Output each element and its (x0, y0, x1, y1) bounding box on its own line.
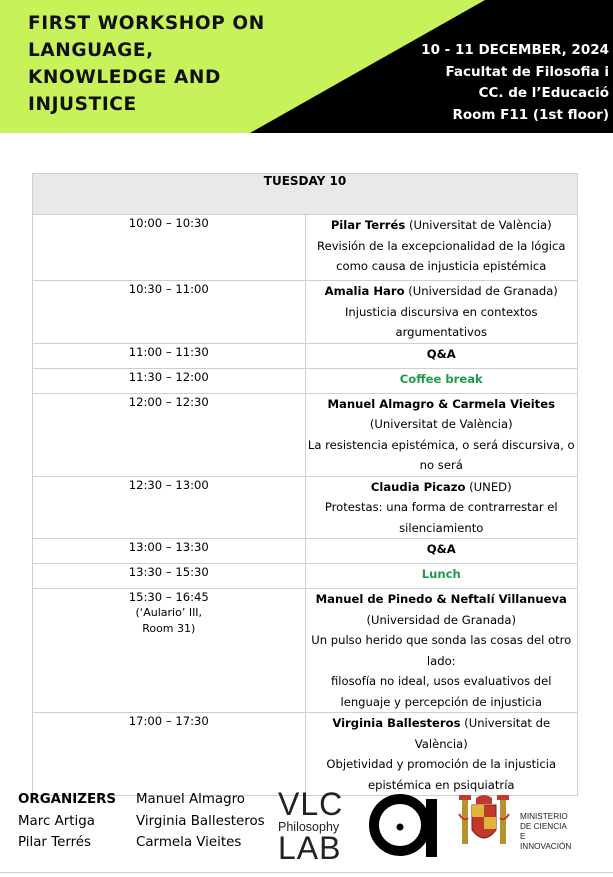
table-row (33, 393, 578, 476)
event-venue-line: Facultat de Filosofia i (445, 63, 609, 80)
day-heading: TUESDAY 10 (33, 174, 578, 215)
vlc-logo-text: Philosophy (278, 820, 340, 834)
speaker-name: Manuel de Pinedo & Neftalí Villanueva (315, 592, 567, 606)
speaker-affiliation: (Universidad de Granada) (366, 612, 517, 627)
room-location: Room 31) (142, 622, 196, 635)
talk-title: Protestas: una forma de contrarrestar el silenciamiento (324, 500, 558, 535)
row-session (305, 393, 578, 476)
ministerio-line: MINISTERIO (520, 812, 568, 821)
qa-label: Q&A (305, 539, 578, 564)
ministerio-text (520, 812, 571, 852)
workshop-title (28, 10, 328, 118)
schedule-table (32, 173, 578, 796)
organizers-column-2 (136, 789, 265, 854)
crown (476, 795, 492, 804)
row-time: 12:00 – 12:30 (33, 393, 306, 476)
logo-dot (397, 824, 404, 831)
row-time: 13:00 – 13:30 (33, 539, 306, 564)
event-date: 10 - 11 DECEMBER, 2024 (421, 42, 609, 58)
pillar-right (500, 798, 506, 844)
qa-label: Q&A (305, 343, 578, 368)
talk-title: como causa de injusticia epistémica (336, 259, 547, 273)
speaker-affiliation: (Universidad de Granada) (404, 284, 558, 298)
event-info (421, 40, 609, 126)
row-time: 10:00 – 10:30 (33, 215, 306, 281)
table-row (33, 281, 578, 344)
shield-quarter (484, 817, 496, 829)
organizer-name: Manuel Almagro (136, 792, 245, 807)
room-location: (‘Aulario’ III, (135, 606, 203, 619)
row-time: 17:00 – 17:30 (33, 713, 306, 796)
ministerio-line: E INNOVACIÓN (520, 832, 572, 851)
table-row (33, 713, 578, 796)
ministerio-line: DE CIENCIA (520, 822, 567, 831)
organizer-name: Carmela Vieites (136, 835, 242, 850)
row-time: 12:30 – 13:00 (33, 476, 306, 539)
organizers-column-1 (18, 789, 116, 854)
time-range: 15:30 – 16:45 (128, 590, 209, 604)
row-time: 11:00 – 11:30 (33, 343, 306, 368)
table-row (33, 343, 578, 368)
vlc-logo-text: LAB (278, 830, 342, 866)
vlc-logo-text: VLC (278, 786, 344, 822)
table-row (33, 215, 578, 281)
talk-title: Revisión de la excepcionalidad de la lógica (317, 238, 566, 253)
title-line: LANGUAGE, (28, 40, 154, 61)
pillar-crown-left (459, 795, 471, 800)
speaker-affiliation: (Universitat de València) (405, 218, 552, 232)
table-row (33, 564, 578, 589)
organizer-name: Pilar Terrés (18, 835, 92, 850)
pillar-crown-right (497, 795, 509, 800)
table-row (33, 589, 578, 713)
row-session (305, 281, 578, 344)
circle-a-logo (368, 790, 440, 860)
organizer-name: Virginia Ballesteros (136, 813, 265, 829)
table-header-row (33, 174, 578, 215)
row-time (33, 589, 306, 713)
vlc-philosophy-lab-logo (278, 786, 353, 866)
logo-stem (426, 799, 437, 857)
row-session (305, 713, 578, 796)
row-session (305, 215, 578, 281)
shield-quarter (472, 805, 484, 817)
coffee-break-label: Coffee break (305, 368, 578, 393)
talk-title: La resistencia epistémica, o será discursiva, o no será (307, 437, 575, 472)
talk-title: filosofía no ideal, usos evaluativos del lenguaje y percepción de injusticia (330, 674, 552, 709)
speaker-affiliation: (UNED) (465, 479, 512, 494)
table-row (33, 368, 578, 393)
row-time: 13:30 – 15:30 (33, 564, 306, 589)
lunch-label: Lunch (305, 564, 578, 589)
speaker-name: Claudia Picazo (370, 479, 466, 494)
speaker-name: Manuel Almagro & Carmela Vieites (327, 396, 555, 411)
row-session (305, 476, 578, 539)
speaker-name: Virginia Ballesteros (332, 716, 461, 730)
speaker-name: Amalia Haro (324, 284, 405, 298)
title-line: INJUSTICE (28, 94, 137, 115)
talk-title: Objetividad y promoción de la injusticia epistémica en psiquiatría (326, 757, 557, 792)
event-venue-line: CC. de l’Educació (478, 85, 609, 101)
speaker-affiliation: (Universitat de València) (369, 417, 513, 431)
event-room: Room F11 (1st floor) (452, 106, 609, 123)
bottom-divider (0, 872, 613, 873)
header-banner (0, 0, 613, 133)
spanish-coat-of-arms-icon (454, 792, 514, 854)
organizer-name: Marc Artiga (18, 813, 95, 829)
title-line: KNOWLEDGE AND (28, 67, 221, 88)
speaker-name: Pilar Terrés (330, 218, 406, 232)
row-time: 11:30 – 12:00 (33, 368, 306, 393)
title-line: FIRST WORKSHOP ON (28, 13, 265, 34)
talk-title: Un pulso herido que sonda las cosas del otro lado: (311, 633, 572, 668)
speaker-affiliation: (Universitat de València) (414, 716, 551, 751)
talk-title: Injusticia discursiva en contextos argumentativos (344, 304, 538, 339)
table-row (33, 476, 578, 539)
organizers-heading: ORGANIZERS (18, 792, 117, 807)
row-session (305, 589, 578, 713)
table-row (33, 539, 578, 564)
row-time: 10:30 – 11:00 (33, 281, 306, 344)
pillar-left (462, 798, 468, 844)
